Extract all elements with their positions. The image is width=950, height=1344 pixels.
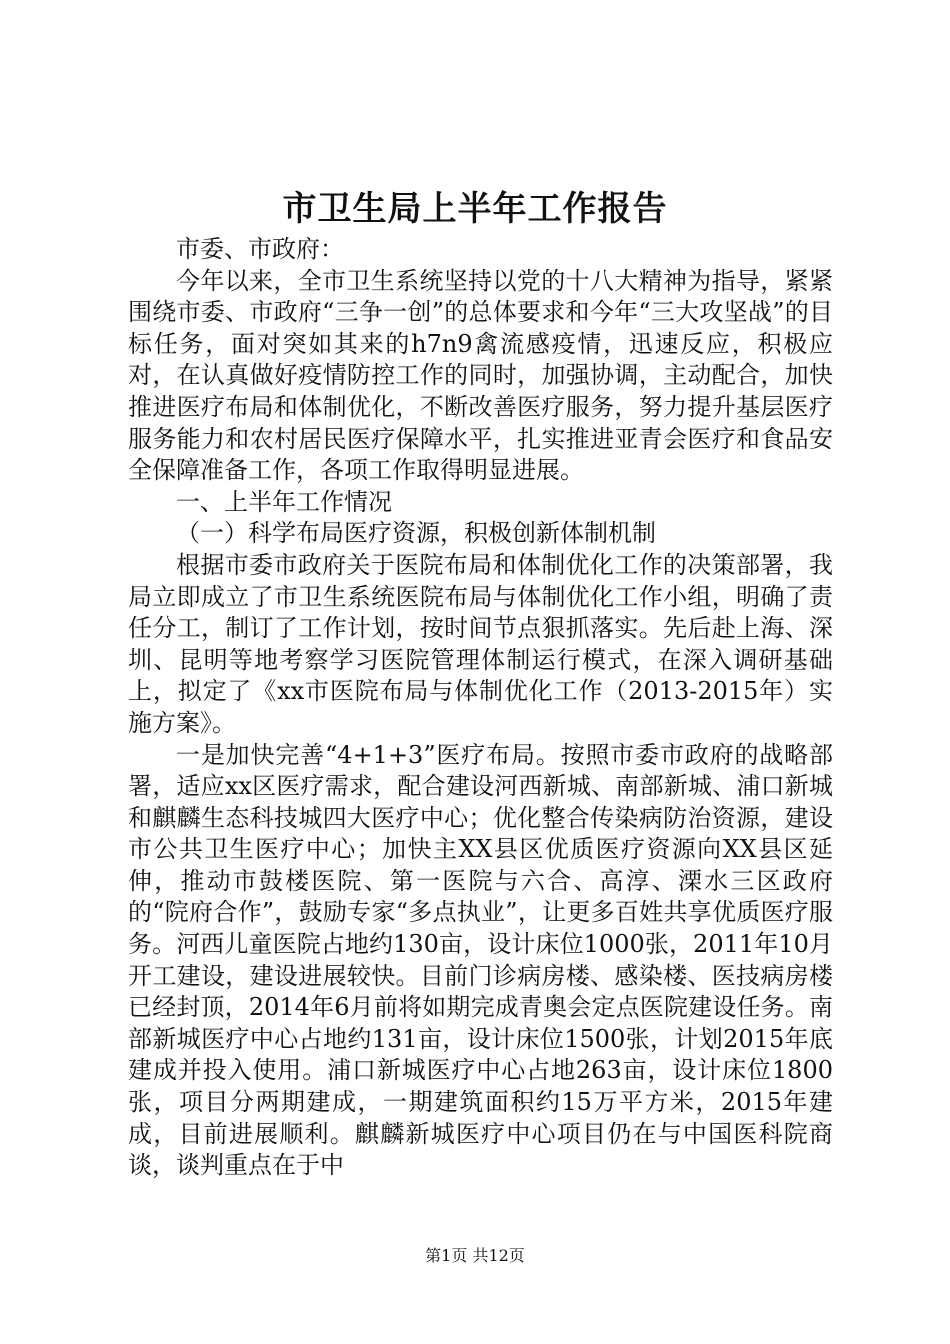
body-paragraph: 根据市委市政府关于医院布局和体制优化工作的决策部署，我局立即成立了市卫生系统医院布局与体制优化工作小组，明确了责任分工，制订了工作计划，按时间节点狠抓落实。先后赴上海、深圳、昆明等地考察学习医院管理体制运行模式，在深入调研基础上，拟定了《xx市医院布局与体制优化工作（2013-2015年）实施方案》。: [128, 550, 833, 737]
body-paragraph: 一是加快完善“4+1+3”医疗布局。按照市委市政府的战略部署，适应xx区医疗需求，配合建设河西新城、南部新城、浦口新城和麒麟生态科技城四大医疗中心；优化整合传染病防治资源，建设市公共卫生医疗中心；加快主XX县区优质医疗资源向XX县区延伸，推动市鼓楼医院、第一医院与六合、高淳、溧水三区政府的“院府合作”，鼓励专家“多点执业”，让更多百姓共享优质医疗服务。河西儿童医院占地约130亩，设计床位1000张，2011年10月开工建设，建设进展较快。目前门诊病房楼、感染楼、医技病房楼已经封顶，2014年6月前将如期完成青奥会定点医院建设任务。南部新城医疗中心占地约131亩，设计床位1500张，计划2015年底建成并投入使用。浦口新城医疗中心占地263亩，设计床位1800张，项目分两期建成，一期建筑面积约15万平方米，2015年建成，目前进展顺利。麒麟新城医疗中心项目仍在与中国医科院商谈，谈判重点在于中: [128, 740, 833, 1180]
document-title: 市卫生局上半年工作报告: [282, 189, 668, 229]
subsection-heading: （一）科学布局医疗资源，积极创新体制机制: [176, 519, 656, 548]
page-footer: 第1页 共12页: [425, 1246, 525, 1265]
intro-paragraph: 今年以来，全市卫生系统坚持以党的十八大精神为指导，紧紧围绕市委、市政府“三争一创”的总体要求和今年“三大攻坚战”的目标任务，面对突如其来的h7n9禽流感疫情，迅速反应，积极应对，在认真做好疫情防控工作的同时，加强协调，主动配合，加快推进医疗布局和体制优化，不断改善医疗服务，努力提升基层医疗服务能力和农村居民医疗保障水平，扎实推进亚青会医疗和食品安全保障准备工作，各项工作取得明显进展。: [128, 266, 833, 485]
salutation: 市委、市政府：: [176, 235, 344, 263]
document-body: [128, 234, 833, 1182]
section-heading: 一、上半年工作情况: [176, 487, 392, 516]
